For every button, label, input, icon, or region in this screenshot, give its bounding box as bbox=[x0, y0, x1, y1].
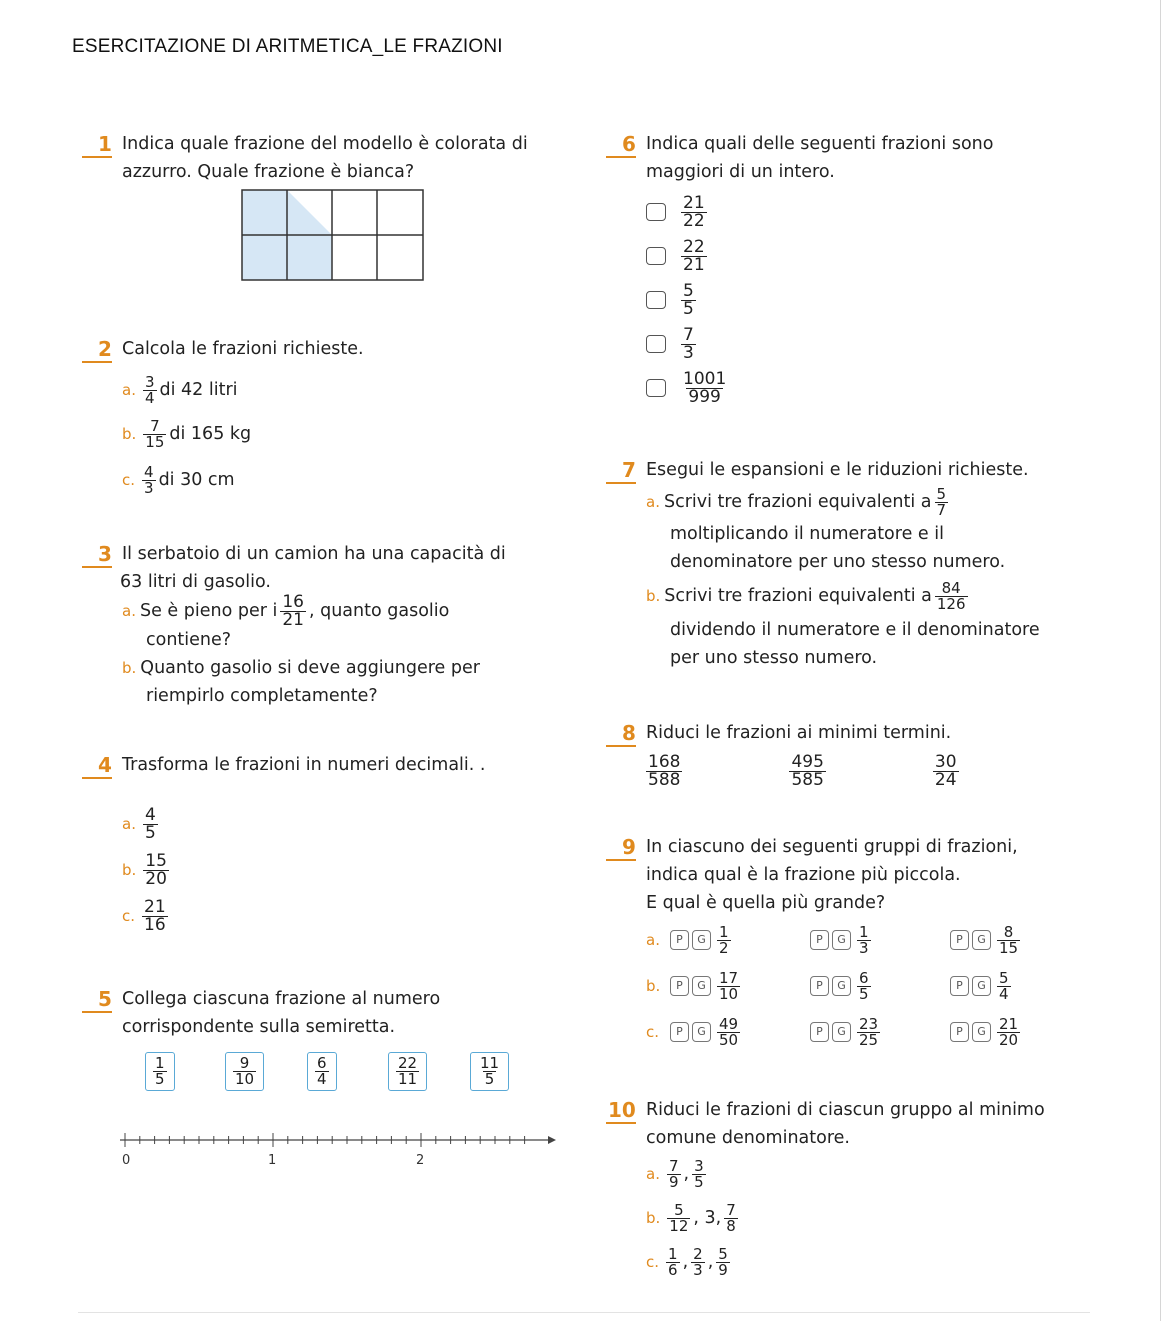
exercise-text: 63 litri di gasolio. bbox=[120, 572, 271, 592]
exercise-text: In ciascuno dei seguenti gruppi di frazioni, bbox=[646, 837, 1018, 857]
exercise-number: 3 bbox=[98, 542, 112, 566]
fraction: $\frac{4}{3}$ bbox=[144, 462, 154, 497]
item-a: a. Scrivi tre frazioni equivalenti a $\frac{5}{7}$ bbox=[646, 484, 947, 519]
p-button[interactable]: P bbox=[950, 976, 969, 996]
fraction: $\frac{4}{5}$ bbox=[144, 804, 156, 843]
fraction: $\frac{21}{16}$ bbox=[144, 896, 166, 935]
g-button[interactable]: G bbox=[692, 930, 711, 950]
item-c: c. $\frac{21}{16}$ bbox=[122, 896, 166, 935]
fraction-group bbox=[810, 922, 950, 957]
model-cell-blue bbox=[287, 235, 332, 280]
fraction: $\frac{22}{21}$ bbox=[683, 236, 705, 275]
item-b-continued: per uno stesso numero. bbox=[670, 648, 878, 668]
option-row bbox=[646, 366, 993, 410]
fraction: $\frac{84}{126}$ bbox=[936, 578, 966, 613]
fraction: $\frac{30}{24}$ bbox=[934, 751, 957, 790]
axis-label-2: 2 bbox=[416, 1153, 425, 1168]
group-row-a: a. P G $\frac{1}{2}$ P G $\frac{1}{3}$ P G $\frac{8}{15}$ bbox=[646, 917, 1023, 963]
exercise-number: 10 bbox=[608, 1098, 636, 1122]
fraction: $\frac{17}{10}$ bbox=[719, 968, 739, 1003]
number-line bbox=[120, 1130, 560, 1176]
fraction-group bbox=[670, 968, 810, 1003]
fraction-group bbox=[670, 922, 810, 957]
exercise-text: Riduci le frazioni di ciascun gruppo al minimo bbox=[646, 1100, 1045, 1120]
number-underline bbox=[82, 777, 112, 779]
fraction: $\frac{5}{9}$ bbox=[718, 1244, 728, 1279]
fraction: $\frac{495}{585}$ bbox=[791, 751, 824, 790]
item-b-continued: dividendo il numeratore e il denominatore bbox=[670, 620, 1040, 640]
exercise-text: E qual è quella più grande? bbox=[646, 893, 886, 913]
group-row-c: c. P G $\frac{49}{50}$ P G $\frac{23}{25}$ P G $\frac{21}{20}$ bbox=[646, 1009, 1023, 1055]
fraction-box[interactable]: $\frac{22}{11}$ bbox=[388, 1052, 427, 1091]
g-button[interactable]: G bbox=[972, 1022, 991, 1042]
fraction: $\frac{5}{5}$ bbox=[683, 280, 694, 319]
exercise-text: indica qual è la frazione più piccola. bbox=[646, 865, 961, 885]
g-button[interactable]: G bbox=[832, 976, 851, 996]
p-button[interactable]: P bbox=[950, 1022, 969, 1042]
exercise-10 bbox=[608, 1096, 1045, 1284]
fraction: $\frac{2}{3}$ bbox=[693, 1244, 703, 1279]
option-row bbox=[646, 234, 993, 278]
option-row bbox=[646, 278, 993, 322]
checkbox[interactable] bbox=[646, 247, 666, 265]
exercise-text: comune denominatore. bbox=[646, 1128, 850, 1148]
fraction: $\frac{7}{8}$ bbox=[726, 1200, 736, 1235]
g-button[interactable]: G bbox=[692, 976, 711, 996]
bottom-divider bbox=[78, 1312, 1090, 1313]
exercise-text: Calcola le frazioni richieste. bbox=[122, 339, 364, 359]
checkbox[interactable] bbox=[646, 203, 666, 221]
exercise-text: Trasforma le frazioni in numeri decimali. . bbox=[122, 755, 486, 775]
item-b: b. Scrivi tre frazioni equivalenti a $\frac{84}{126}$ bbox=[646, 578, 966, 613]
fraction-group bbox=[950, 922, 1023, 957]
item-a: a. $\frac{3}{4}$ di 42 litri bbox=[122, 372, 238, 407]
item-a-continued: moltiplicando il numeratore e il bbox=[670, 524, 944, 544]
fraction: $\frac{15}{20}$ bbox=[145, 850, 167, 889]
number-underline bbox=[82, 566, 112, 568]
exercise-number: 9 bbox=[622, 835, 636, 859]
exercise-text: corrispondente sulla semiretta. bbox=[122, 1017, 396, 1037]
fraction-box[interactable]: $\frac{11}{5}$ bbox=[470, 1052, 509, 1091]
fraction-group bbox=[810, 1014, 950, 1049]
fraction: $\frac{5}{7}$ bbox=[936, 484, 947, 519]
p-button[interactable]: P bbox=[670, 930, 689, 950]
exercise-number: 6 bbox=[622, 132, 636, 156]
item-b: b. $\frac{7}{15}$ di 165 kg bbox=[122, 416, 252, 451]
number-underline bbox=[606, 156, 636, 158]
fraction: $\frac{8}{15}$ bbox=[999, 922, 1019, 957]
exercise-number: 5 bbox=[98, 987, 112, 1011]
exercise-number: 2 bbox=[98, 337, 112, 361]
fraction: $\frac{3}{4}$ bbox=[144, 372, 155, 407]
model-cell-blue bbox=[242, 235, 287, 280]
fraction: $\frac{6}{5}$ bbox=[859, 968, 869, 1003]
exercise-number: 8 bbox=[622, 721, 636, 745]
fraction: $\frac{168}{588}$ bbox=[648, 751, 681, 790]
fraction: $\frac{1}{6}$ bbox=[668, 1244, 678, 1279]
p-button[interactable]: P bbox=[810, 930, 829, 950]
item-b: b. Quanto gasolio si deve aggiungere per bbox=[122, 658, 480, 678]
item-a-continued: denominatore per uno stesso numero. bbox=[670, 552, 1006, 572]
exercise-text: maggiori di un intero. bbox=[646, 162, 835, 182]
option-row bbox=[646, 322, 993, 366]
item-b: b. $\frac{5}{12}$ , 3, $\frac{7}{8}$ bbox=[646, 1200, 736, 1235]
g-button[interactable]: G bbox=[832, 930, 851, 950]
model-cell-half-blue bbox=[287, 190, 332, 235]
number-underline bbox=[82, 1011, 112, 1013]
exercise-7 bbox=[622, 456, 1040, 672]
group-row-b: b. P G $\frac{17}{10}$ P G $\frac{6}{5}$ P G $\frac{5}{4}$ bbox=[646, 963, 1023, 1009]
exercise-5 bbox=[98, 985, 441, 1041]
item-a-continued: contiene? bbox=[146, 630, 232, 650]
g-button[interactable]: G bbox=[972, 976, 991, 996]
axis-label-0: 0 bbox=[122, 1153, 131, 1168]
number-line-arrow bbox=[548, 1136, 556, 1144]
item-c: c. $\frac{1}{6}$ , $\frac{2}{3}$ , $\frac{5}{9}$ bbox=[646, 1244, 728, 1279]
fraction-group bbox=[670, 1014, 810, 1049]
page-border bbox=[1160, 0, 1161, 1321]
exercise-text: Il serbatoio di un camion ha una capacità di bbox=[122, 544, 506, 564]
fraction: $\frac{7}{9}$ bbox=[668, 1156, 679, 1191]
exercise-3 bbox=[98, 540, 506, 710]
g-button[interactable]: G bbox=[832, 1022, 851, 1042]
exercise-text: Indica quali delle seguenti frazioni sono bbox=[646, 134, 994, 154]
g-button[interactable]: G bbox=[972, 930, 991, 950]
g-button[interactable]: G bbox=[692, 1022, 711, 1042]
fractions-row bbox=[646, 747, 962, 795]
fraction: $\frac{16}{21}$ bbox=[282, 591, 304, 630]
number-underline bbox=[82, 156, 112, 158]
fraction-box[interactable]: $\frac{9}{10}$ bbox=[225, 1052, 264, 1091]
fraction-model-grid bbox=[241, 189, 425, 281]
number-underline bbox=[606, 859, 636, 861]
exercise-number: 7 bbox=[622, 458, 636, 482]
fraction: $\frac{21}{20}$ bbox=[999, 1014, 1019, 1049]
exercise-text: Indica quale frazione del modello è colorata di bbox=[122, 134, 528, 154]
p-button[interactable]: P bbox=[810, 1022, 829, 1042]
exercise-text: Riduci le frazioni ai minimi termini. bbox=[646, 723, 952, 743]
exercise-8 bbox=[622, 719, 962, 795]
fraction: $\frac{1}{2}$ bbox=[719, 922, 729, 957]
checkbox[interactable] bbox=[646, 291, 666, 309]
fraction-box[interactable]: $\frac{1}{5}$ bbox=[145, 1052, 175, 1091]
document-title: ESERCITAZIONE DI ARITMETICA_LE FRAZIONI bbox=[72, 36, 503, 57]
model-cell-blue bbox=[242, 190, 287, 235]
item-b-continued: riempirlo completamente? bbox=[146, 686, 378, 706]
exercise-text: azzurro. Quale frazione è bianca? bbox=[122, 162, 415, 182]
fraction-group bbox=[810, 968, 950, 1003]
fraction: $\frac{7}{3}$ bbox=[683, 324, 694, 363]
fraction: $\frac{5}{12}$ bbox=[669, 1200, 689, 1235]
number-underline bbox=[606, 1122, 636, 1124]
exercise-6 bbox=[622, 130, 994, 410]
item-c: c. $\frac{4}{3}$ di 30 cm bbox=[122, 462, 235, 497]
item-a: a. $\frac{7}{9}$ , $\frac{3}{5}$ bbox=[646, 1156, 704, 1191]
number-underline bbox=[82, 361, 112, 363]
axis-label-1: 1 bbox=[268, 1153, 277, 1168]
fraction-box[interactable]: $\frac{6}{4}$ bbox=[307, 1052, 337, 1091]
fraction: $\frac{7}{15}$ bbox=[145, 416, 165, 451]
checkbox[interactable] bbox=[646, 379, 666, 397]
p-button[interactable]: P bbox=[670, 1022, 689, 1042]
fraction-group bbox=[950, 1014, 1023, 1049]
exercise-text: Collega ciascuna frazione al numero bbox=[122, 989, 441, 1009]
exercise-text: Esegui le espansioni e le riduzioni richieste. bbox=[646, 460, 1029, 480]
item-a: a. Se è pieno per i $\frac{16}{21}$ , quanto gasolio bbox=[122, 591, 450, 630]
item-b: b. $\frac{15}{20}$ bbox=[122, 850, 167, 889]
number-underline bbox=[606, 745, 636, 747]
exercise-4 bbox=[98, 751, 486, 939]
exercise-number: 4 bbox=[98, 753, 112, 777]
p-button[interactable]: P bbox=[950, 930, 969, 950]
exercise-9 bbox=[622, 833, 1023, 1055]
number-underline bbox=[606, 482, 636, 484]
fraction: $\frac{3}{5}$ bbox=[694, 1156, 704, 1191]
fraction: $\frac{21}{22}$ bbox=[683, 192, 705, 231]
item-a: a. $\frac{4}{5}$ bbox=[122, 804, 156, 843]
p-button[interactable]: P bbox=[670, 976, 689, 996]
fraction: $\frac{49}{50}$ bbox=[719, 1014, 739, 1049]
exercise-1 bbox=[98, 130, 528, 186]
fraction: $\frac{1001}{999}$ bbox=[683, 368, 727, 407]
option-row bbox=[646, 190, 993, 234]
fraction: $\frac{5}{4}$ bbox=[999, 968, 1009, 1003]
exercise-2 bbox=[98, 335, 364, 503]
checkbox[interactable] bbox=[646, 335, 666, 353]
fraction-group bbox=[950, 968, 1014, 1003]
p-button[interactable]: P bbox=[810, 976, 829, 996]
fraction: $\frac{1}{3}$ bbox=[859, 922, 869, 957]
exercise-number: 1 bbox=[98, 132, 112, 156]
fraction: $\frac{23}{25}$ bbox=[859, 1014, 879, 1049]
